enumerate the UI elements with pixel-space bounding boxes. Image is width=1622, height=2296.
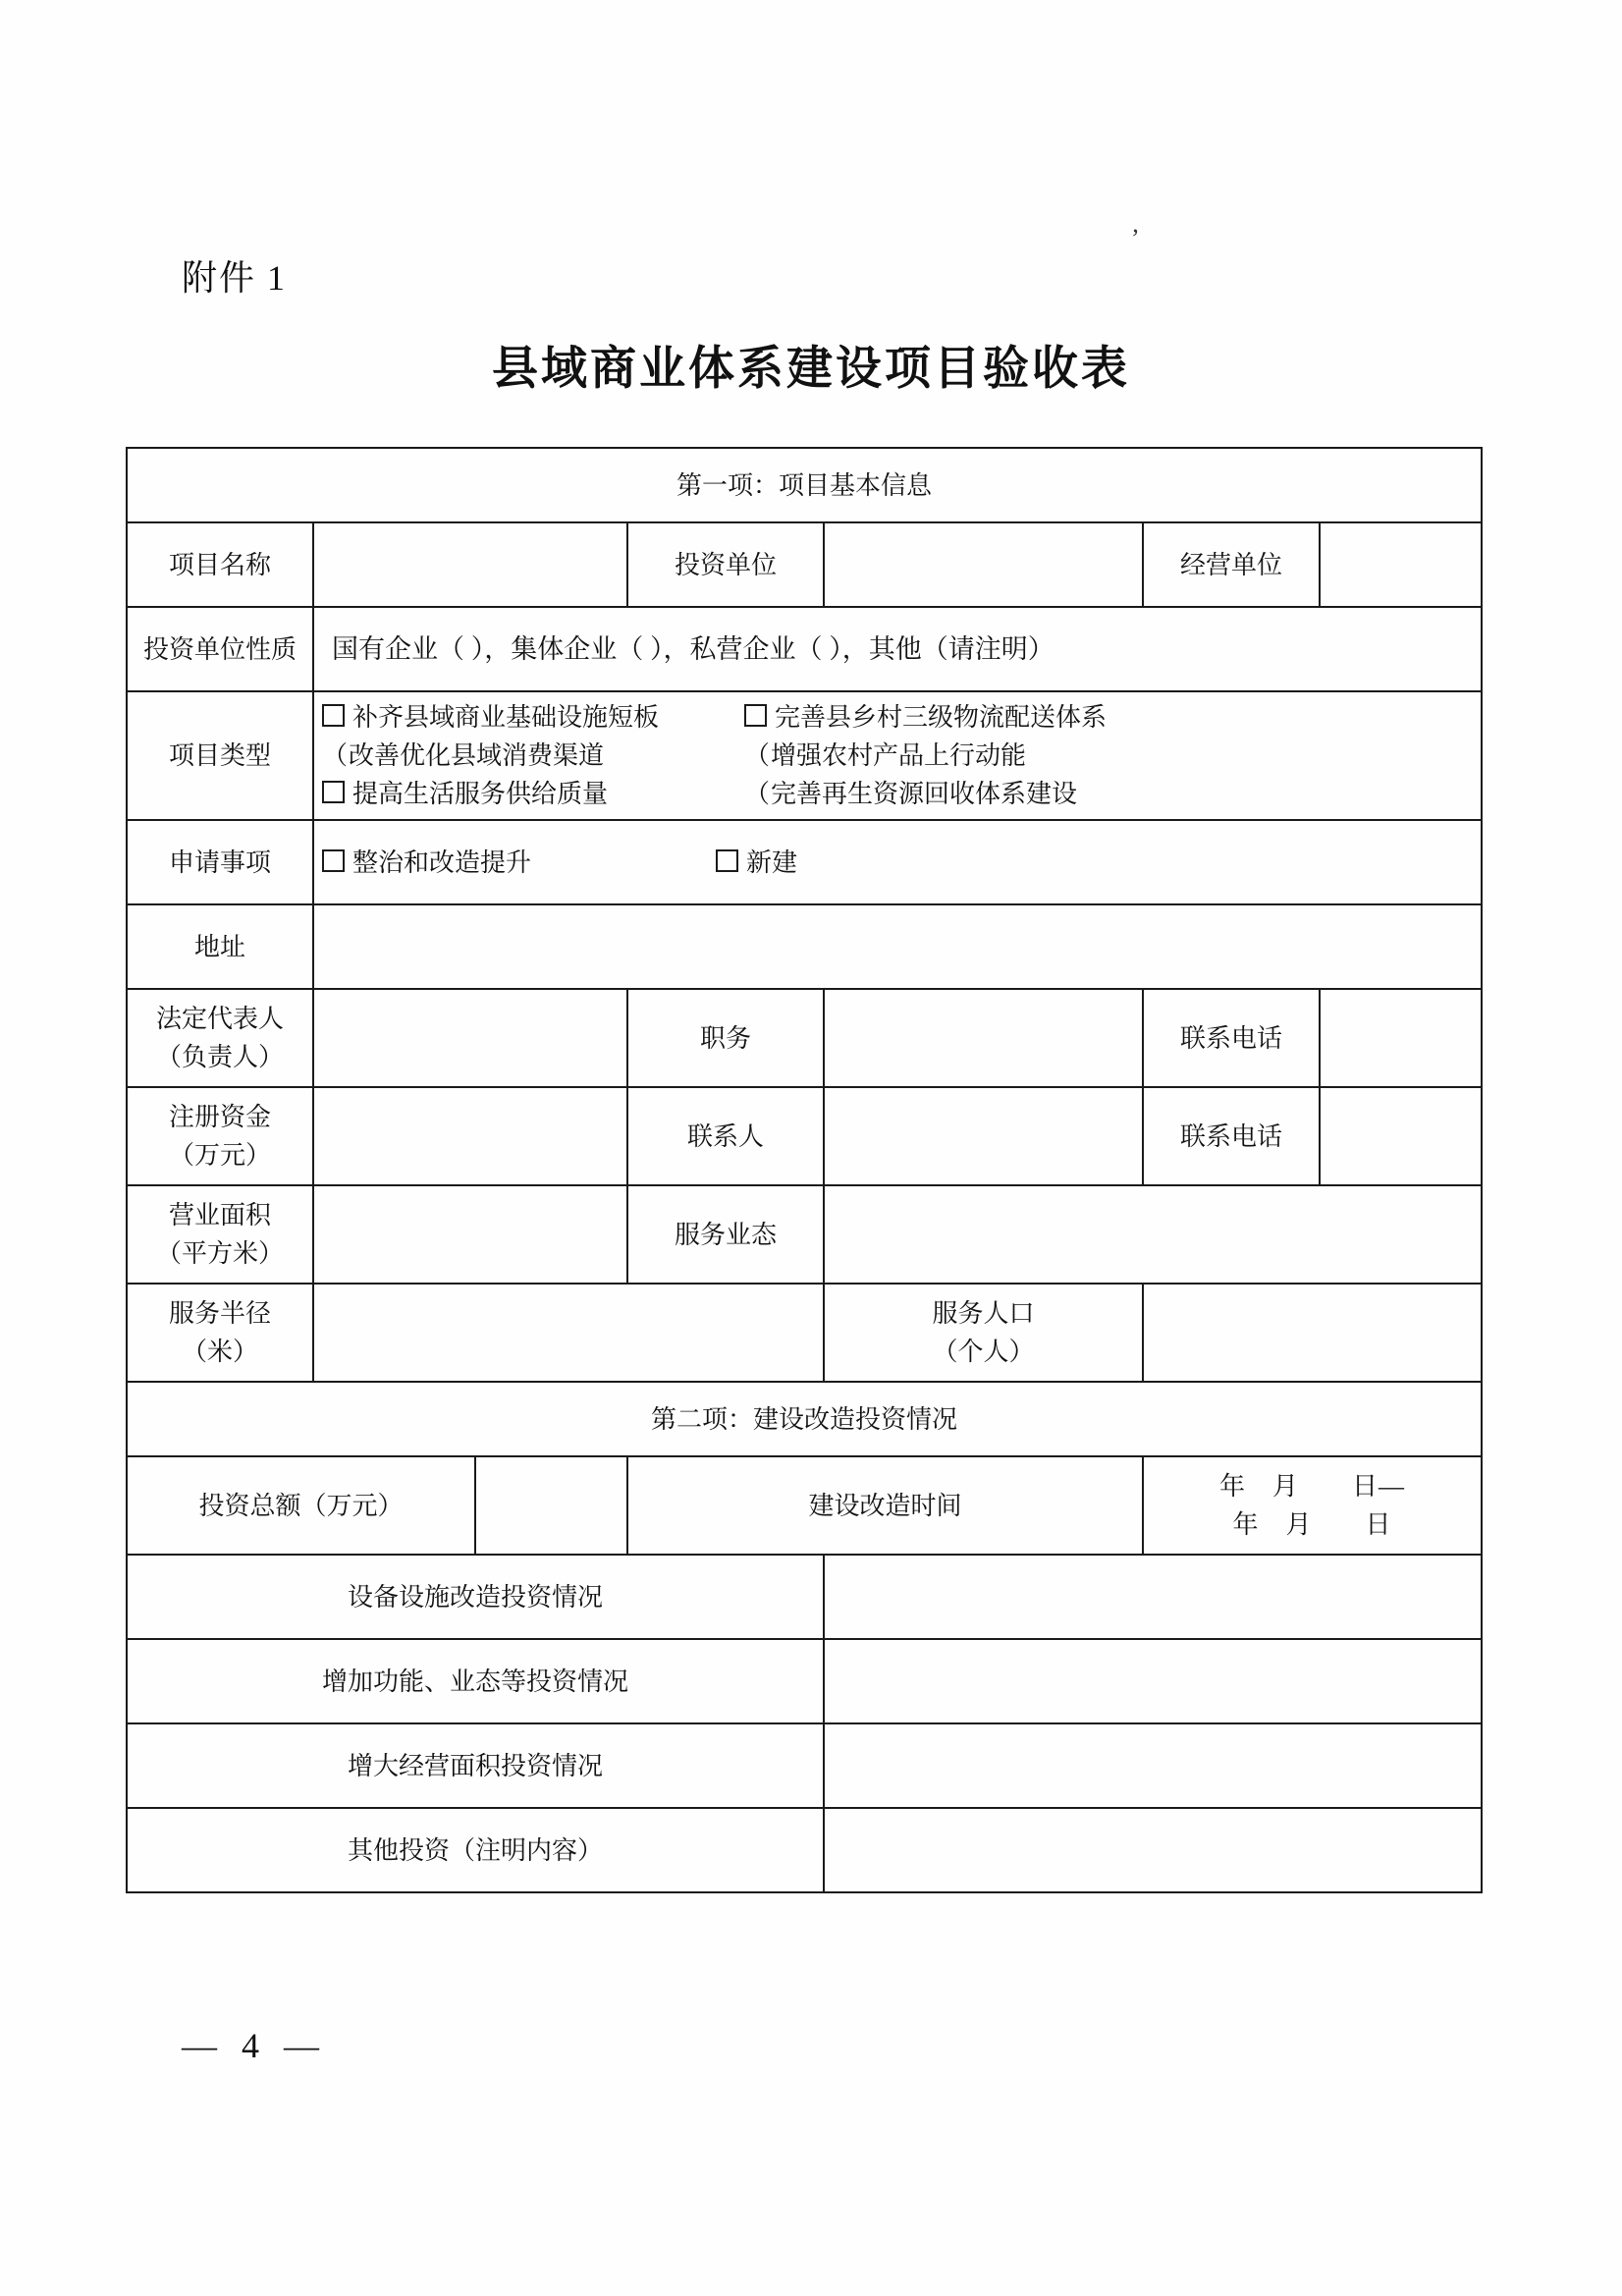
operate-unit-value[interactable]	[1320, 522, 1482, 607]
business-area-label: 营业面积 （平方米）	[127, 1185, 313, 1284]
invest-item-value-1[interactable]	[824, 1639, 1482, 1723]
table-row	[127, 1808, 1482, 1892]
invest-unit-value[interactable]	[824, 522, 1143, 607]
table-row	[127, 1639, 1482, 1723]
project-type-line	[322, 698, 1473, 737]
project-type-options	[313, 691, 1482, 820]
invest-item-label-0: 设备设施改造投资情况	[127, 1555, 824, 1639]
table-row	[127, 820, 1482, 904]
reg-capital-value[interactable]	[313, 1087, 627, 1185]
invest-nature-value[interactable]: 国有企业（ ），集体企业（ ），私营企业（ ），其他（请注明）	[313, 607, 1482, 691]
checkbox-icon[interactable]	[322, 849, 345, 872]
contact-person-label: 联系人	[627, 1087, 824, 1185]
checkbox-icon[interactable]	[322, 704, 345, 727]
address-label: 地址	[127, 904, 313, 989]
table-row	[127, 1456, 1482, 1555]
invest-item-label-1: 增加功能、业态等投资情况	[127, 1639, 824, 1723]
checkbox-icon[interactable]	[322, 781, 345, 803]
legal-rep-value[interactable]	[313, 989, 627, 1087]
project-type-option-1[interactable]	[744, 698, 1206, 737]
apply-option-1-label: 新建	[746, 847, 798, 877]
apply-option-1[interactable]	[716, 848, 797, 877]
build-time-label: 建设改造时间	[627, 1456, 1143, 1555]
table-row	[127, 691, 1482, 820]
service-format-label: 服务业态	[627, 1185, 824, 1284]
operate-unit-label: 经营单位	[1143, 522, 1320, 607]
project-type-option-5-label: 完善再生资源回收体系建设	[771, 780, 1078, 808]
project-type-option-1-label: 完善县乡村三级物流配送体系	[775, 703, 1108, 732]
reg-capital-label: 注册资金 （万元）	[127, 1087, 313, 1185]
project-name-label: 项目名称	[127, 522, 313, 607]
contact-phone-label: 联系电话	[1143, 989, 1320, 1087]
service-format-value[interactable]	[824, 1185, 1482, 1284]
paren-icon: （	[744, 780, 771, 808]
checkbox-icon[interactable]	[744, 704, 767, 727]
build-time-value[interactable]: 年 月 日— 年 月 日	[1143, 1456, 1482, 1555]
apply-option-0-label: 整治和改造提升	[352, 847, 532, 877]
contact-person-value[interactable]	[824, 1087, 1143, 1185]
table-row	[127, 1284, 1482, 1382]
position-label: 职务	[627, 989, 824, 1087]
acceptance-form-table	[126, 447, 1483, 1893]
service-population-value[interactable]	[1143, 1284, 1482, 1382]
invest-item-value-0[interactable]	[824, 1555, 1482, 1639]
paren-icon: （	[744, 741, 771, 770]
contact-phone-value[interactable]	[1320, 989, 1482, 1087]
page-title: 县域商业体系建设项目验收表	[492, 344, 1130, 395]
table-row	[127, 1723, 1482, 1808]
project-type-option-4-label: 提高生活服务供给质量	[352, 780, 609, 808]
attachment-label: 附件 1	[182, 258, 288, 298]
project-type-option-0[interactable]	[322, 698, 744, 737]
project-name-value[interactable]	[313, 522, 627, 607]
project-type-option-2[interactable]	[322, 737, 744, 775]
contact-phone2-value[interactable]	[1320, 1087, 1482, 1185]
checkbox-icon[interactable]	[716, 849, 738, 872]
project-type-option-4[interactable]	[322, 775, 744, 813]
invest-item-label-2: 增大经营面积投资情况	[127, 1723, 824, 1808]
table-row	[127, 1185, 1482, 1284]
page-number: — 4 —	[182, 2026, 327, 2065]
table-row	[127, 1382, 1482, 1456]
total-invest-label: 投资总额（万元）	[127, 1456, 475, 1555]
position-value[interactable]	[824, 989, 1143, 1087]
total-invest-value[interactable]	[475, 1456, 627, 1555]
apply-option-0[interactable]	[322, 848, 531, 877]
invest-nature-label: 投资单位性质	[127, 607, 313, 691]
stray-mark: ’	[1131, 224, 1140, 252]
address-value[interactable]	[313, 904, 1482, 989]
apply-options	[313, 820, 1482, 904]
table-row	[127, 904, 1482, 989]
section2-heading: 第二项：建设改造投资情况	[127, 1382, 1482, 1456]
section1-heading: 第一项：项目基本信息	[127, 448, 1482, 522]
project-type-option-3-label: 增强农村产品上行动能	[771, 741, 1027, 770]
legal-rep-label: 法定代表人 （负责人）	[127, 989, 313, 1087]
table-row	[127, 607, 1482, 691]
business-area-value[interactable]	[313, 1185, 627, 1284]
project-type-line	[322, 775, 1473, 813]
contact-phone2-label: 联系电话	[1143, 1087, 1320, 1185]
invest-item-label-3: 其他投资（注明内容）	[127, 1808, 824, 1892]
table-row	[127, 448, 1482, 522]
table-row	[127, 1087, 1482, 1185]
table-row	[127, 522, 1482, 607]
table-row	[127, 1555, 1482, 1639]
project-type-label: 项目类型	[127, 691, 313, 820]
project-type-option-2-label: 改善优化县域消费渠道	[349, 741, 605, 770]
paren-icon: （	[322, 741, 349, 770]
project-type-option-0-label: 补齐县域商业基础设施短板	[352, 703, 660, 732]
project-type-line	[322, 737, 1473, 775]
invest-item-value-2[interactable]	[824, 1723, 1482, 1808]
service-radius-label: 服务半径 （米）	[127, 1284, 313, 1382]
invest-item-value-3[interactable]	[824, 1808, 1482, 1892]
service-population-label: 服务人口 （个人）	[824, 1284, 1143, 1382]
invest-unit-label: 投资单位	[627, 522, 824, 607]
project-type-option-3[interactable]	[744, 737, 1206, 775]
table-row	[127, 989, 1482, 1087]
apply-label: 申请事项	[127, 820, 313, 904]
service-radius-value[interactable]	[313, 1284, 824, 1382]
project-type-option-5[interactable]	[744, 775, 1206, 813]
